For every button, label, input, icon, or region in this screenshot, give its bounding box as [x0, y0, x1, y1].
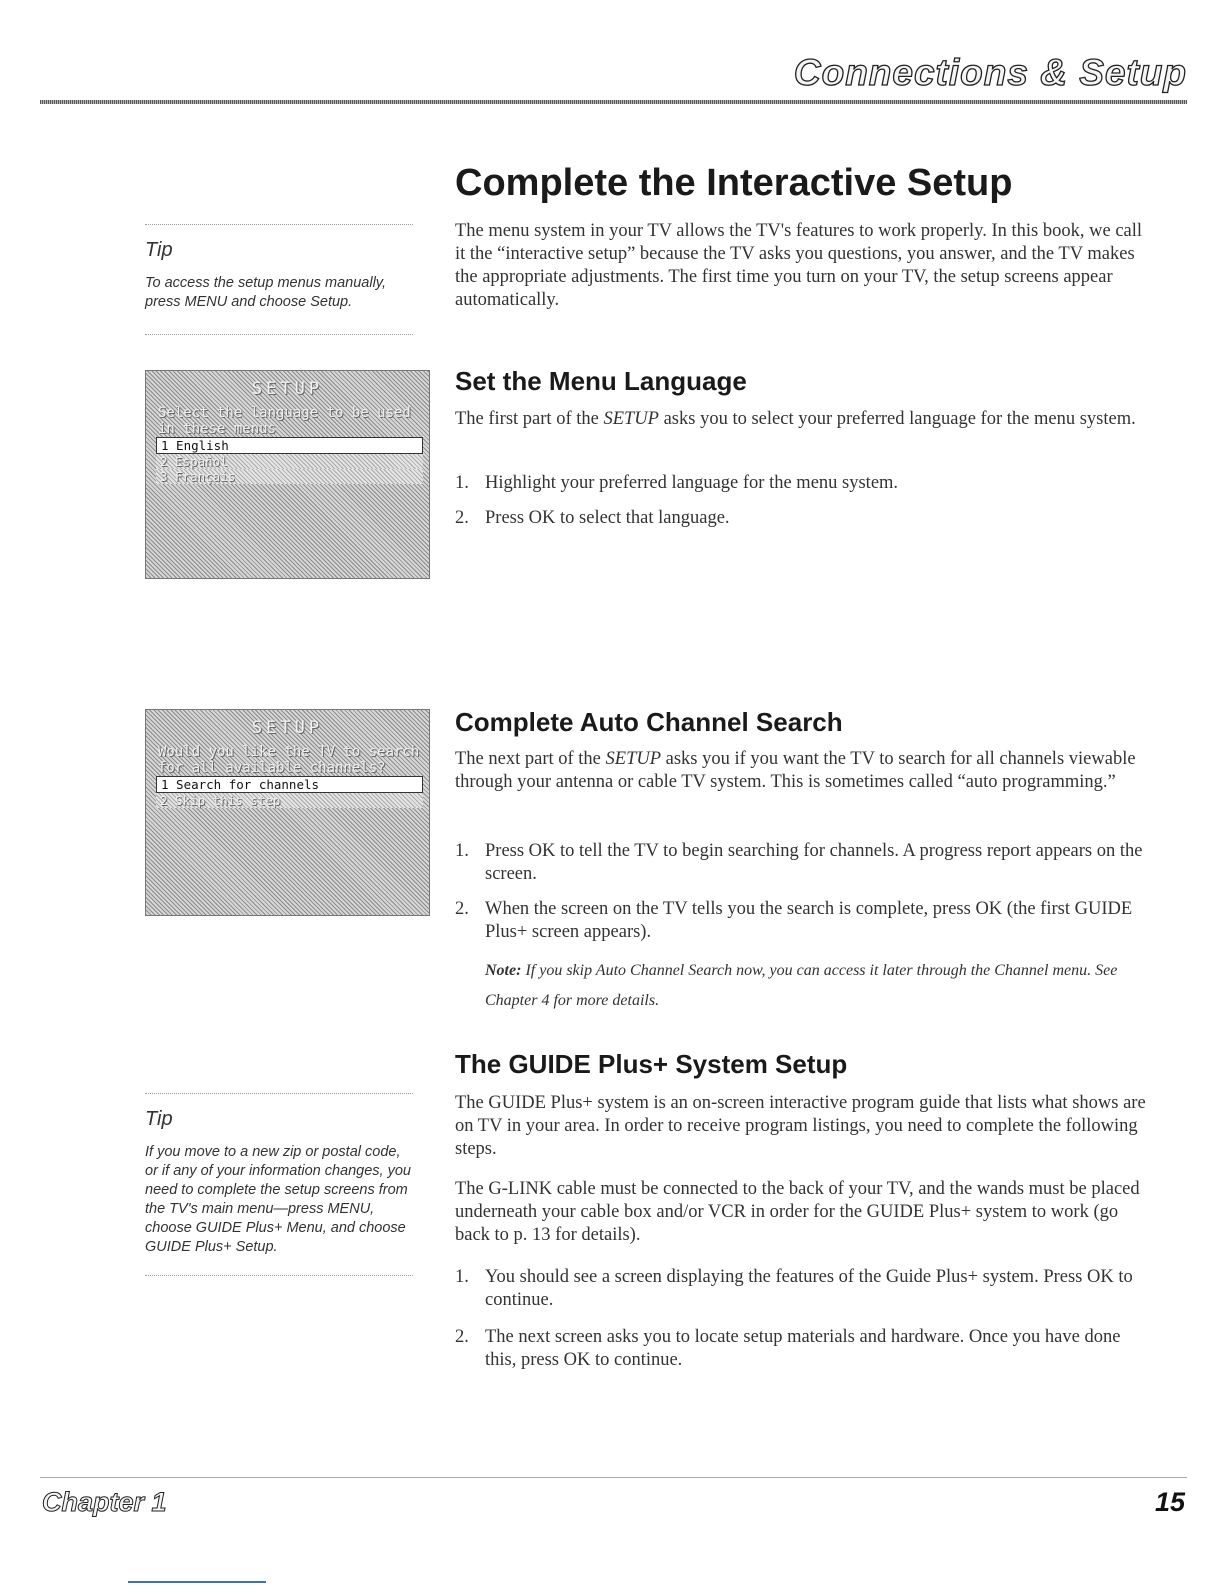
- tip-bottom-divider: [145, 334, 413, 335]
- tip-bottom-divider: [145, 1275, 413, 1276]
- step-number: 2.: [455, 899, 469, 919]
- note-label: Note:: [485, 962, 522, 979]
- intro-text: asks you to select your preferred language for the menu system.: [658, 409, 1136, 429]
- screen-title: SETUP: [251, 379, 324, 399]
- step-text: The next screen asks you to locate setup materials and hardware. Once you have done this, press OK to continue.: [485, 1327, 1121, 1370]
- channel-step-2: [455, 898, 1155, 944]
- section-heading-menu-language: Set the Menu Language: [455, 366, 747, 396]
- screen-option-search: 1 Search for channels: [156, 776, 423, 793]
- intro-text: The next part of the: [455, 749, 606, 769]
- tv-screen-channel-search: [145, 709, 430, 916]
- channel-step-1: [455, 840, 1155, 886]
- auto-channel-search-intro: [455, 748, 1155, 794]
- guide-plus-paragraph-1: The GUIDE Plus+ system is an on-screen interactive program guide that lists what shows are on TV in your area. In order to receive program listings, you need to complete the following steps.: [455, 1093, 1146, 1159]
- intro-text: The first part of the: [455, 409, 604, 429]
- tip-top-divider: [145, 1093, 413, 1094]
- screen-option-francais: 3 Français: [156, 469, 423, 484]
- language-step-1: [455, 472, 1155, 495]
- screen-option-espanol: 2 Español: [156, 454, 423, 469]
- screen-option-english: 1 English: [156, 437, 423, 454]
- tip-label: Tip: [145, 1108, 173, 1130]
- intro-paragraph: The menu system in your TV allows the TV's features to work properly. In this book, we call it the “interactive setup” because the TV asks you questions, you answer, and the TV makes the appropriate adjustments. The first time you turn on your TV, the setup screens appear automatically.: [455, 221, 1143, 310]
- screen-title: SETUP: [251, 718, 324, 738]
- step-number: 1.: [455, 1267, 469, 1287]
- step-text: Highlight your preferred language for the menu system.: [485, 473, 899, 493]
- footer-chapter-label: Chapter 1: [42, 1487, 167, 1517]
- header-divider: [40, 100, 1187, 104]
- step-number: 1.: [455, 841, 469, 861]
- page-number: 15: [1154, 1487, 1185, 1517]
- step-number: 2.: [455, 508, 469, 528]
- step-number: 1.: [455, 473, 469, 493]
- guide-step-1: [455, 1266, 1155, 1312]
- tip-text: To access the setup menus manually, press MENU and choose Setup.: [145, 275, 386, 310]
- screen-prompt: Would you like the TV to search for all available channels?: [158, 744, 420, 776]
- setup-term: SETUP: [605, 749, 662, 769]
- intro-text: asks you if you want the TV to search for all channels viewable through your antenna or cable TV system. This is sometimes called “auto programming.”: [455, 749, 1136, 792]
- section-heading-auto-channel-search: Complete Auto Channel Search: [455, 707, 843, 737]
- tv-screen-language: [145, 370, 430, 579]
- channel-search-note: [485, 956, 1125, 1016]
- setup-term: SETUP: [603, 409, 659, 429]
- guide-step-2: [455, 1326, 1155, 1372]
- header-title: Connections & Setup: [793, 52, 1187, 93]
- section-heading-guide-plus-setup: The GUIDE Plus+ System Setup: [455, 1049, 848, 1079]
- tip-label: Tip: [145, 239, 173, 261]
- tip-text: If you move to a new zip or postal code, or if any of your information changes, you need to complete the setup screens from the TV's main menu—press MENU, choose GUIDE Plus+ Menu, and choose GUIDE Plus+ Setup.: [145, 1144, 411, 1255]
- tip-top-divider: [145, 224, 413, 225]
- tip-box-setup-menus: [145, 224, 413, 335]
- screen-option-skip: 2 Skip this step: [156, 793, 423, 808]
- guide-plus-paragraph-2: The G-LINK cable must be connected to the back of your TV, and the wands must be placed underneath your cable box and/or VCR in order for the GUIDE Plus+ system to work (go back to p. 13 for details).: [455, 1179, 1140, 1245]
- footer-divider: [40, 1477, 1187, 1478]
- screen-prompt: Select the language to be used in these menus: [158, 405, 411, 437]
- step-text: Press OK to select that language.: [485, 508, 730, 528]
- step-text: When the screen on the TV tells you the search is complete, press OK (the first GUIDE Plus+ screen appears).: [485, 899, 1133, 942]
- step-text: Press OK to tell the TV to begin searching for channels. A progress report appears on the screen.: [485, 841, 1143, 884]
- menu-language-intro: [455, 408, 1155, 431]
- bottom-edge-line: [128, 1581, 266, 1583]
- tip-box-guide-setup: [145, 1093, 413, 1276]
- step-text: You should see a screen displaying the features of the Guide Plus+ system. Press OK to continue.: [485, 1267, 1133, 1310]
- language-step-2: [455, 507, 1155, 530]
- step-number: 2.: [455, 1327, 469, 1347]
- note-text: If you skip Auto Channel Search now, you can access it later through the Channel menu. See Chapter 4 for more details.: [485, 962, 1118, 1009]
- page-title: Complete the Interactive Setup: [455, 162, 1013, 204]
